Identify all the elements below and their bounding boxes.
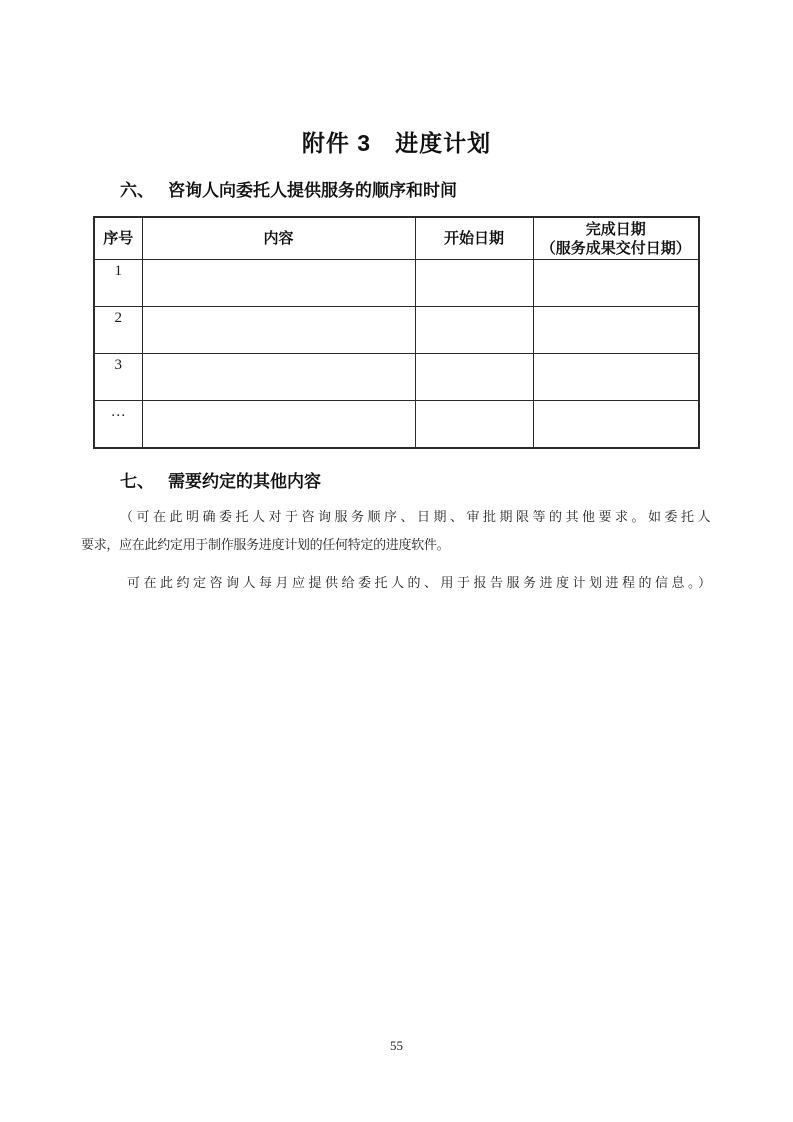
cell-start-date bbox=[415, 307, 533, 354]
row-seq: … bbox=[94, 401, 142, 449]
cell-finish-date bbox=[533, 260, 699, 307]
table-row bbox=[94, 307, 699, 354]
column-header-finish-date-sublabel: （服务成果交付日期） bbox=[540, 239, 691, 257]
cell-finish-date bbox=[533, 354, 699, 401]
column-header-content bbox=[142, 217, 415, 260]
column-header-seq-label: 序号 bbox=[103, 230, 134, 247]
column-header-start-date bbox=[415, 217, 533, 260]
column-header-seq bbox=[94, 217, 142, 260]
table-row bbox=[94, 260, 699, 307]
page-number: 55 bbox=[390, 1038, 403, 1053]
cell-finish-date bbox=[533, 307, 699, 354]
table-row bbox=[94, 401, 699, 449]
section-six-number: 六、 bbox=[120, 181, 154, 200]
section-seven-number: 七、 bbox=[120, 472, 154, 491]
cell-finish-date bbox=[533, 401, 699, 449]
cell-content bbox=[142, 307, 415, 354]
row-seq: 1 bbox=[94, 260, 142, 307]
schedule-table bbox=[93, 216, 700, 449]
column-header-content-label: 内容 bbox=[263, 230, 294, 247]
page-title: 附件 3 进度计划 bbox=[301, 130, 492, 156]
column-header-finish-date-label: 完成日期 bbox=[585, 220, 646, 238]
cell-start-date bbox=[415, 401, 533, 449]
column-header-start-date-label: 开始日期 bbox=[443, 230, 504, 247]
table-header-row bbox=[94, 217, 699, 260]
cell-start-date bbox=[415, 354, 533, 401]
cell-start-date bbox=[415, 260, 533, 307]
column-header-finish-date bbox=[533, 217, 699, 260]
cell-content bbox=[142, 354, 415, 401]
section-six-title: 咨询人向委托人提供服务的顺序和时间 bbox=[168, 181, 457, 200]
row-seq: 3 bbox=[94, 354, 142, 401]
section-seven-heading bbox=[120, 467, 321, 492]
paragraph-line: 要求，应在此约定用于制作服务进度计划的任何特定的进度软件。 bbox=[81, 537, 450, 552]
paragraph-line: 可在此约定咨询人每月应提供给委托人的、用于报告服务进度计划进程的信息。） bbox=[127, 575, 715, 590]
table-row bbox=[94, 354, 699, 401]
paragraph-line: （可在此明确委托人对于咨询服务顺序、日期、审批期限等的其他要求。如委托人 bbox=[120, 509, 715, 524]
row-seq: 2 bbox=[94, 307, 142, 354]
cell-content bbox=[142, 401, 415, 449]
section-seven-title: 需要约定的其他内容 bbox=[168, 472, 321, 491]
cell-content bbox=[142, 260, 415, 307]
section-six-heading bbox=[120, 176, 457, 201]
